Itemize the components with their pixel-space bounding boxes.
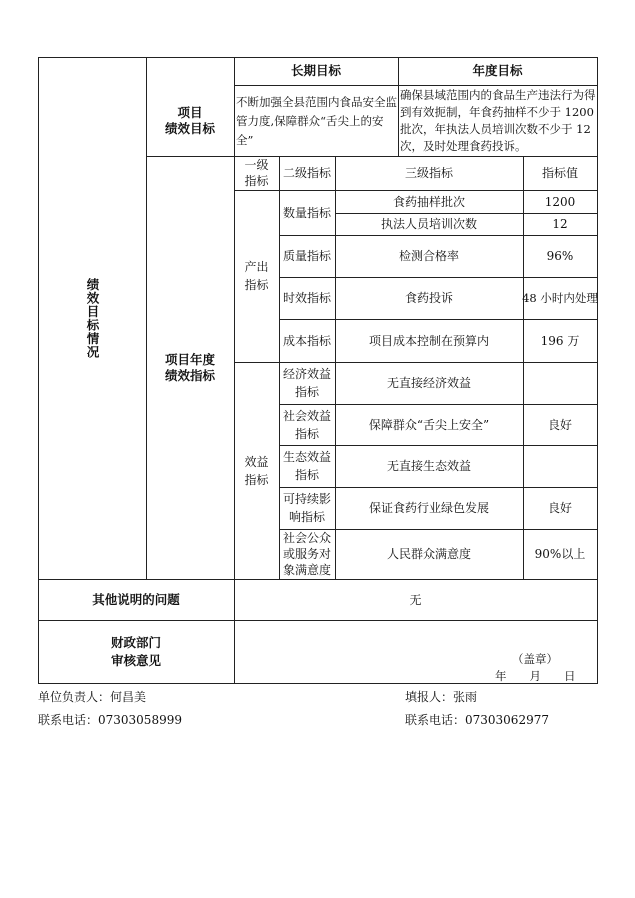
ecological-row-name: 无直接生态效益 <box>386 459 471 473</box>
quantity-indicator-label: 数量指标 <box>282 205 331 220</box>
quantity-row-2-name: 执法人员培训次数 <box>380 217 477 231</box>
header-level3: 三级指标 <box>404 166 453 180</box>
project-goal-label-line1: 项目 <box>177 104 203 120</box>
ecological-row-value <box>523 445 597 487</box>
section-label-text: 绩效目标情况 <box>85 277 100 359</box>
output-indicator-label <box>234 190 279 362</box>
economic-row-name: 无直接经济效益 <box>386 376 471 390</box>
quantity-row-1-value: 1200 <box>544 194 576 209</box>
year-indicator-label <box>146 156 234 579</box>
header-level1-text: 一级指标 <box>244 158 269 188</box>
timeliness-indicator-label: 时效指标 <box>282 291 331 305</box>
long-term-goal-header: 长期目标 <box>290 63 341 78</box>
finance-review-line2: 审核意见 <box>110 653 161 668</box>
long-term-goal-text: 不断加强全县范围内食品安全监管力度,保障群众“舌尖上的安全” <box>236 94 397 147</box>
other-issues-label: 其他说明的问题 <box>92 591 180 607</box>
cost-row-value: 196 万 <box>540 333 580 348</box>
benefit-indicator-text: 效益指标 <box>244 454 269 487</box>
economic-indicator-text: 经济效益指标 <box>282 367 331 399</box>
header-level1 <box>234 156 279 190</box>
quantity-row-2-value: 12 <box>552 217 568 231</box>
finance-seal: （盖章） <box>512 652 558 666</box>
quality-row-name: 检测合格率 <box>398 249 459 263</box>
sustain-row-value: 良好 <box>547 501 572 515</box>
header-level2: 二级指标 <box>282 166 331 180</box>
phone-right: 联系电话：07303062977 <box>405 713 549 727</box>
annual-goal-header: 年度目标 <box>472 63 523 78</box>
quantity-row-1-name: 食药抽样批次 <box>392 194 465 209</box>
economic-indicator-label <box>279 362 335 404</box>
filler: 填报人：张雨 <box>405 690 478 704</box>
economic-row-value <box>523 362 597 404</box>
social-indicator-label <box>279 404 335 445</box>
sustain-row-name: 保证食药行业绿色发展 <box>368 501 489 515</box>
satisfaction-indicator-label <box>279 529 335 579</box>
sustain-indicator-label <box>279 487 335 529</box>
satisfaction-row-name: 人民群众满意度 <box>386 547 471 561</box>
sustain-indicator-text: 可持续影响指标 <box>282 492 331 524</box>
finance-review-label <box>38 620 234 684</box>
other-issues-value: 无 <box>409 592 422 607</box>
output-indicator-text: 产出指标 <box>244 260 269 292</box>
social-row-value: 良好 <box>547 417 572 432</box>
satisfaction-indicator-text: 社会公众或服务对象满意度 <box>282 531 331 577</box>
quality-indicator-label: 质量指标 <box>282 249 331 263</box>
project-goal-label-line2: 绩效目标 <box>164 120 215 136</box>
benefit-indicator-label <box>234 362 279 579</box>
phone-left: 联系电话：07303058999 <box>38 713 182 727</box>
year-indicator-label-line1: 项目年度 <box>164 351 215 367</box>
ecological-indicator-text: 生态效益指标 <box>282 450 331 482</box>
section-label <box>38 57 146 579</box>
quality-row-value: 96% <box>546 249 574 263</box>
annual-goal-text: 确保县域范围内的食品生产违法行为得到有效扼制，年食药抽样不少于 1200 批次，年执法人员培训次数不少于 12 次，及时处理食药投诉。 <box>400 88 596 153</box>
social-row-name: 保障群众“舌尖上安全” <box>368 417 490 432</box>
unit-leader: 单位负责人：何昌美 <box>38 690 147 704</box>
satisfaction-row-value: 90%以上 <box>534 547 586 561</box>
social-indicator-text: 社会效益指标 <box>282 408 331 441</box>
cost-row-name: 项目成本控制在预算内 <box>368 333 489 348</box>
timeliness-row-value: 48 小时内处理 <box>522 291 598 305</box>
year-indicator-label-line2: 绩效指标 <box>164 367 215 383</box>
project-goal-label <box>146 85 234 156</box>
finance-review-line1: 财政部门 <box>110 635 161 650</box>
timeliness-row-name: 食药投诉 <box>404 291 453 305</box>
cost-indicator-label: 成本指标 <box>282 333 331 348</box>
header-value: 指标值 <box>541 166 578 180</box>
finance-date: 年 月 日 <box>495 669 576 683</box>
ecological-indicator-label <box>279 445 335 487</box>
